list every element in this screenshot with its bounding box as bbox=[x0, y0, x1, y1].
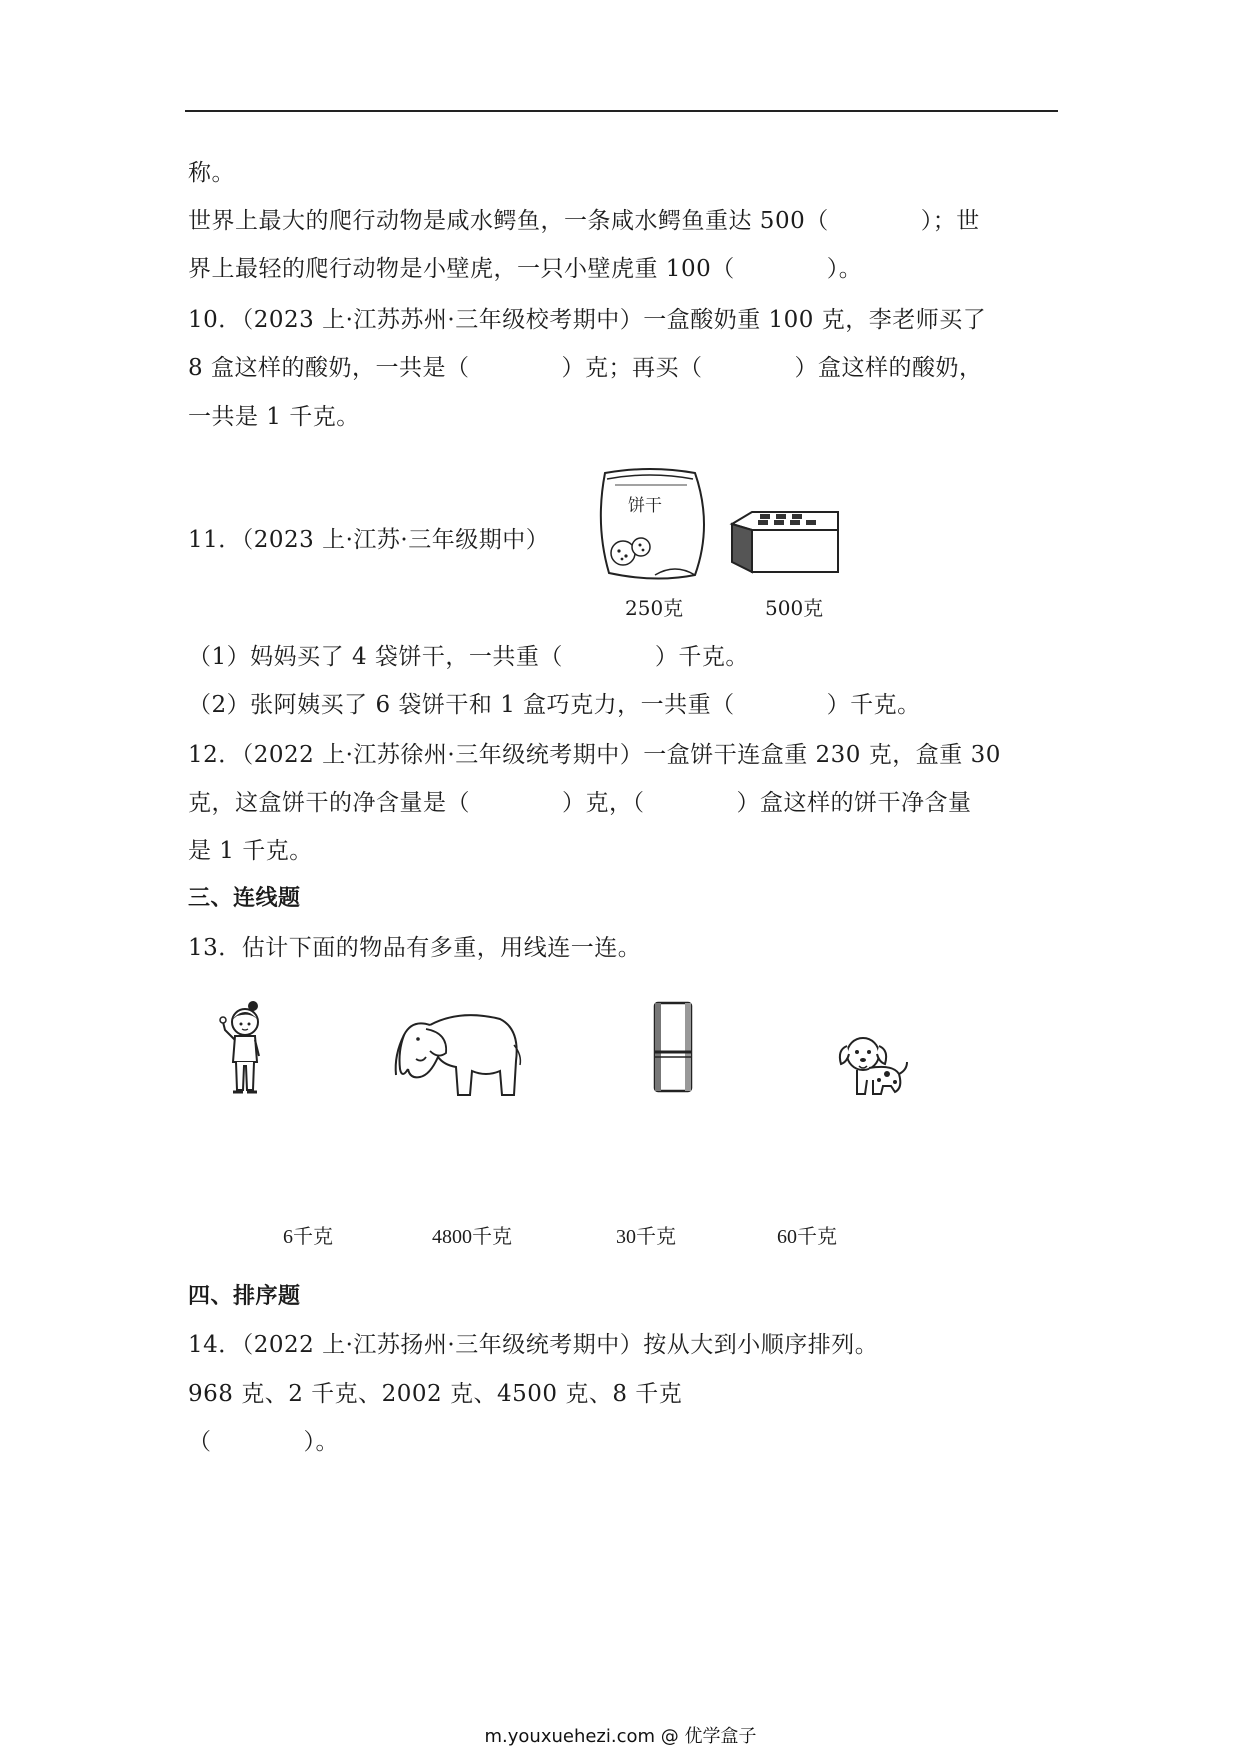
text-fragment: ）盒这样的酸奶， bbox=[794, 355, 983, 381]
text-fragment: 界上最轻的爬行动物是小壁虎，一只小壁虎重 100（ bbox=[188, 256, 735, 282]
question-12: 12．（2022 上·江苏徐州·三年级统考期中）一盒饼干连盒重 230 克，盒重 30 bbox=[188, 742, 1001, 768]
question-10: 10．（2023 上·江苏苏州·三年级校考期中）一盒酸奶重 100 克，李老师买了 bbox=[188, 307, 987, 333]
text-line bbox=[188, 1427, 339, 1457]
text-fragment: ）盒这样的饼干净含量 bbox=[736, 790, 972, 816]
text-fragment: ）千克。 bbox=[826, 692, 921, 718]
refrigerator-image bbox=[652, 1000, 694, 1095]
weight-option[interactable]: 60千克 bbox=[777, 1226, 837, 1248]
text-line: 是 1 千克。 bbox=[188, 838, 313, 864]
text-fragment: 8 盒这样的酸奶，一共是（ bbox=[188, 355, 470, 381]
bag-weight-label: 250克 bbox=[625, 596, 684, 620]
text-fragment: （ bbox=[188, 1429, 212, 1455]
header-rule bbox=[185, 110, 1058, 112]
elephant-image bbox=[390, 1005, 525, 1100]
weight-option[interactable]: 6千克 bbox=[283, 1226, 333, 1248]
text-fragment: ）克，（ bbox=[562, 790, 645, 816]
text-line bbox=[188, 642, 749, 672]
text-line: 称。 bbox=[188, 160, 235, 186]
weight-option[interactable]: 4800千克 bbox=[432, 1226, 512, 1248]
footer-watermark: m.youxuehezi.com @ 优学盒子 bbox=[484, 1726, 757, 1747]
question-11: 11．（2023 上·江苏·三年级期中） bbox=[188, 527, 550, 553]
text-fragment: ）克；再买（ bbox=[561, 355, 703, 381]
text-line bbox=[188, 788, 972, 818]
text-fragment: ）。 bbox=[303, 1429, 339, 1455]
text-fragment: ）。 bbox=[826, 256, 863, 282]
biscuit-bag-image bbox=[595, 465, 710, 585]
section-heading-4: 四、排序题 bbox=[188, 1284, 301, 1309]
weight-option[interactable]: 30千克 bbox=[616, 1226, 676, 1248]
text-fragment: 克，这盒饼干的净含量是（ bbox=[188, 790, 470, 816]
text-line: 968 克、2 千克、2002 克、4500 克、8 千克 bbox=[188, 1381, 683, 1407]
box-weight-label: 500克 bbox=[765, 596, 824, 620]
section-heading-3: 三、连线题 bbox=[188, 886, 301, 911]
girl-image bbox=[215, 1000, 275, 1100]
text-line: 一共是 1 千克。 bbox=[188, 404, 360, 430]
text-fragment: ）千克。 bbox=[654, 644, 749, 670]
text-line bbox=[188, 254, 862, 284]
text-line bbox=[188, 353, 982, 383]
text-line bbox=[188, 206, 980, 236]
text-line bbox=[188, 690, 921, 720]
text-fragment: ）；世 bbox=[920, 208, 980, 234]
text-fragment: 世界上最大的爬行动物是咸水鳄鱼，一条咸水鳄鱼重达 500（ bbox=[188, 208, 829, 234]
question-13: 13．估计下面的物品有多重，用线连一连。 bbox=[188, 935, 642, 961]
chocolate-box-image bbox=[728, 510, 848, 580]
question-14: 14．（2022 上·江苏扬州·三年级统考期中）按从大到小顺序排列。 bbox=[188, 1332, 879, 1358]
text-fragment: （1）妈妈买了 4 袋饼干，一共重（ bbox=[188, 644, 563, 670]
bag-label: 饼干 bbox=[628, 496, 662, 516]
text-fragment: （2）张阿姨买了 6 袋饼干和 1 盒巧克力，一共重（ bbox=[188, 692, 735, 718]
dog-image bbox=[833, 1030, 913, 1100]
